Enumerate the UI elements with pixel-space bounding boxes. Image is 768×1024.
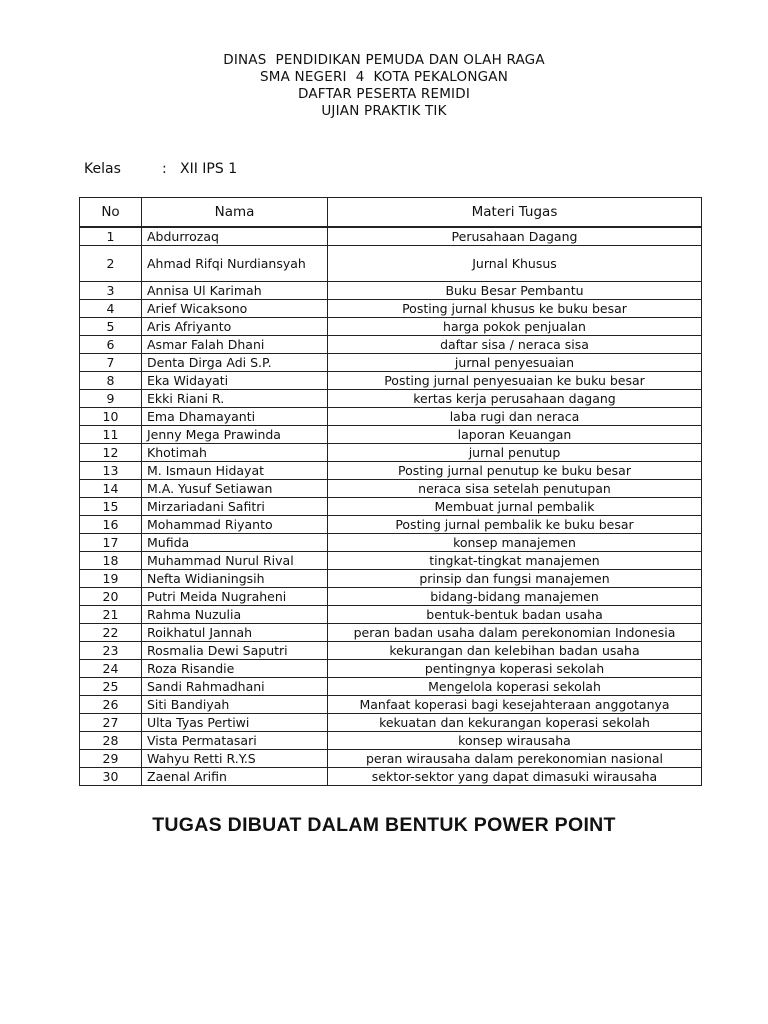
cell-no: 20 (80, 588, 142, 606)
cell-materi: Buku Besar Pembantu (328, 282, 702, 300)
table-row (80, 444, 702, 462)
cell-no: 22 (80, 624, 142, 642)
cell-nama: Zaenal Arifin (142, 768, 328, 786)
table-row (80, 660, 702, 678)
cell-no: 8 (80, 372, 142, 390)
cell-materi: laba rugi dan neraca (328, 408, 702, 426)
table-row (80, 300, 702, 318)
cell-no: 26 (80, 696, 142, 714)
cell-materi: Jurnal Khusus (328, 246, 702, 282)
cell-nama: Ema Dhamayanti (142, 408, 328, 426)
class-colon: : (162, 161, 167, 177)
document-header (0, 52, 768, 120)
cell-materi: peran wirausaha dalam perekonomian nasional (328, 750, 702, 768)
cell-nama: Mirzariadani Safitri (142, 498, 328, 516)
cell-nama: Khotimah (142, 444, 328, 462)
cell-no: 24 (80, 660, 142, 678)
cell-no: 11 (80, 426, 142, 444)
header-line-1: DINAS PENDIDIKAN PEMUDA DAN OLAH RAGA (223, 52, 545, 68)
table-row (80, 318, 702, 336)
table-row (80, 606, 702, 624)
cell-materi: peran badan usaha dalam perekonomian Indonesia (328, 624, 702, 642)
cell-no: 16 (80, 516, 142, 534)
table-row (80, 750, 702, 768)
table-row (80, 372, 702, 390)
cell-materi: daftar sisa / neraca sisa (328, 336, 702, 354)
cell-no: 6 (80, 336, 142, 354)
cell-nama: Rahma Nuzulia (142, 606, 328, 624)
footer-note: TUGAS DIBUAT DALAM BENTUK POWER POINT (152, 814, 616, 836)
header-nama: Nama (142, 198, 328, 228)
header-materi: Materi Tugas (328, 198, 702, 228)
cell-no: 1 (80, 227, 142, 246)
table-row (80, 282, 702, 300)
participants-table (79, 197, 702, 786)
cell-nama: Mufida (142, 534, 328, 552)
table-row (80, 227, 702, 246)
header-no: No (80, 198, 142, 228)
cell-no: 9 (80, 390, 142, 408)
cell-no: 29 (80, 750, 142, 768)
class-info (84, 161, 237, 177)
cell-nama: Denta Dirga Adi S.P. (142, 354, 328, 372)
cell-materi: Posting jurnal khusus ke buku besar (328, 300, 702, 318)
class-label: Kelas (84, 161, 121, 177)
cell-materi: Mengelola koperasi sekolah (328, 678, 702, 696)
cell-nama: Nefta Widianingsih (142, 570, 328, 588)
table-row (80, 678, 702, 696)
cell-nama: Mohammad Riyanto (142, 516, 328, 534)
cell-materi: Perusahaan Dagang (328, 227, 702, 246)
table-row (80, 714, 702, 732)
cell-no: 15 (80, 498, 142, 516)
cell-nama: Vista Permatasari (142, 732, 328, 750)
cell-nama: Muhammad Nurul Rival (142, 552, 328, 570)
table-row (80, 768, 702, 786)
cell-nama: Siti Bandiyah (142, 696, 328, 714)
cell-materi: bentuk-bentuk badan usaha (328, 606, 702, 624)
cell-materi: neraca sisa setelah penutupan (328, 480, 702, 498)
cell-materi: Posting jurnal penyesuaian ke buku besar (328, 372, 702, 390)
cell-nama: Abdurrozaq (142, 227, 328, 246)
cell-materi: pentingnya koperasi sekolah (328, 660, 702, 678)
cell-materi: jurnal penyesuaian (328, 354, 702, 372)
table-row (80, 390, 702, 408)
cell-materi: kertas kerja perusahaan dagang (328, 390, 702, 408)
cell-no: 18 (80, 552, 142, 570)
cell-no: 25 (80, 678, 142, 696)
cell-nama: Sandi Rahmadhani (142, 678, 328, 696)
cell-no: 2 (80, 246, 142, 282)
cell-no: 5 (80, 318, 142, 336)
cell-materi: kekuatan dan kekurangan koperasi sekolah (328, 714, 702, 732)
table-row (80, 624, 702, 642)
table-body (80, 227, 702, 786)
table-header-row (80, 198, 702, 228)
cell-nama: M.A. Yusuf Setiawan (142, 480, 328, 498)
cell-materi: Membuat jurnal pembalik (328, 498, 702, 516)
header-line-2: SMA NEGERI 4 KOTA PEKALONGAN (259, 69, 509, 85)
cell-no: 17 (80, 534, 142, 552)
cell-no: 28 (80, 732, 142, 750)
cell-no: 27 (80, 714, 142, 732)
table-row (80, 696, 702, 714)
cell-materi: jurnal penutup (328, 444, 702, 462)
cell-materi: tingkat-tingkat manajemen (328, 552, 702, 570)
cell-materi: konsep manajemen (328, 534, 702, 552)
table-row (80, 336, 702, 354)
cell-nama: Roza Risandie (142, 660, 328, 678)
cell-nama: Annisa Ul Karimah (142, 282, 328, 300)
cell-no: 7 (80, 354, 142, 372)
cell-no: 10 (80, 408, 142, 426)
cell-materi: konsep wirausaha (328, 732, 702, 750)
header-line-4: UJIAN PRAKTIK TIK (321, 103, 447, 119)
table-row (80, 408, 702, 426)
table-row (80, 732, 702, 750)
table-row (80, 480, 702, 498)
cell-no: 4 (80, 300, 142, 318)
cell-materi: Manfaat koperasi bagi kesejahteraan anggotanya (328, 696, 702, 714)
table-row (80, 570, 702, 588)
cell-materi: bidang-bidang manajemen (328, 588, 702, 606)
table-row (80, 534, 702, 552)
cell-nama: Ulta Tyas Pertiwi (142, 714, 328, 732)
cell-no: 23 (80, 642, 142, 660)
class-value: XII IPS 1 (180, 161, 238, 177)
cell-nama: Putri Meida Nugraheni (142, 588, 328, 606)
cell-nama: Wahyu Retti R.Y.S (142, 750, 328, 768)
cell-materi: Posting jurnal penutup ke buku besar (328, 462, 702, 480)
cell-materi: kekurangan dan kelebihan badan usaha (328, 642, 702, 660)
cell-nama: Ahmad Rifqi Nurdiansyah (142, 246, 328, 282)
cell-no: 19 (80, 570, 142, 588)
cell-nama: Arief Wicaksono (142, 300, 328, 318)
table-row (80, 588, 702, 606)
header-line-3: DAFTAR PESERTA REMIDI (297, 86, 471, 102)
cell-nama: Rosmalia Dewi Saputri (142, 642, 328, 660)
cell-no: 3 (80, 282, 142, 300)
cell-no: 14 (80, 480, 142, 498)
cell-materi: sektor-sektor yang dapat dimasuki wirausaha (328, 768, 702, 786)
table-row (80, 642, 702, 660)
cell-no: 12 (80, 444, 142, 462)
cell-nama: Eka Widayati (142, 372, 328, 390)
table-row (80, 516, 702, 534)
cell-materi: harga pokok penjualan (328, 318, 702, 336)
table-row (80, 426, 702, 444)
cell-nama: Jenny Mega Prawinda (142, 426, 328, 444)
cell-nama: Roikhatul Jannah (142, 624, 328, 642)
cell-no: 30 (80, 768, 142, 786)
cell-materi: prinsip dan fungsi manajemen (328, 570, 702, 588)
cell-nama: Ekki Riani R. (142, 390, 328, 408)
table-row (80, 462, 702, 480)
cell-nama: Asmar Falah Dhani (142, 336, 328, 354)
cell-materi: Posting jurnal pembalik ke buku besar (328, 516, 702, 534)
table-row (80, 498, 702, 516)
cell-no: 21 (80, 606, 142, 624)
table-row (80, 552, 702, 570)
table-row (80, 246, 702, 282)
cell-no: 13 (80, 462, 142, 480)
cell-nama: Aris Afriyanto (142, 318, 328, 336)
cell-nama: M. Ismaun Hidayat (142, 462, 328, 480)
table-row (80, 354, 702, 372)
cell-materi: laporan Keuangan (328, 426, 702, 444)
